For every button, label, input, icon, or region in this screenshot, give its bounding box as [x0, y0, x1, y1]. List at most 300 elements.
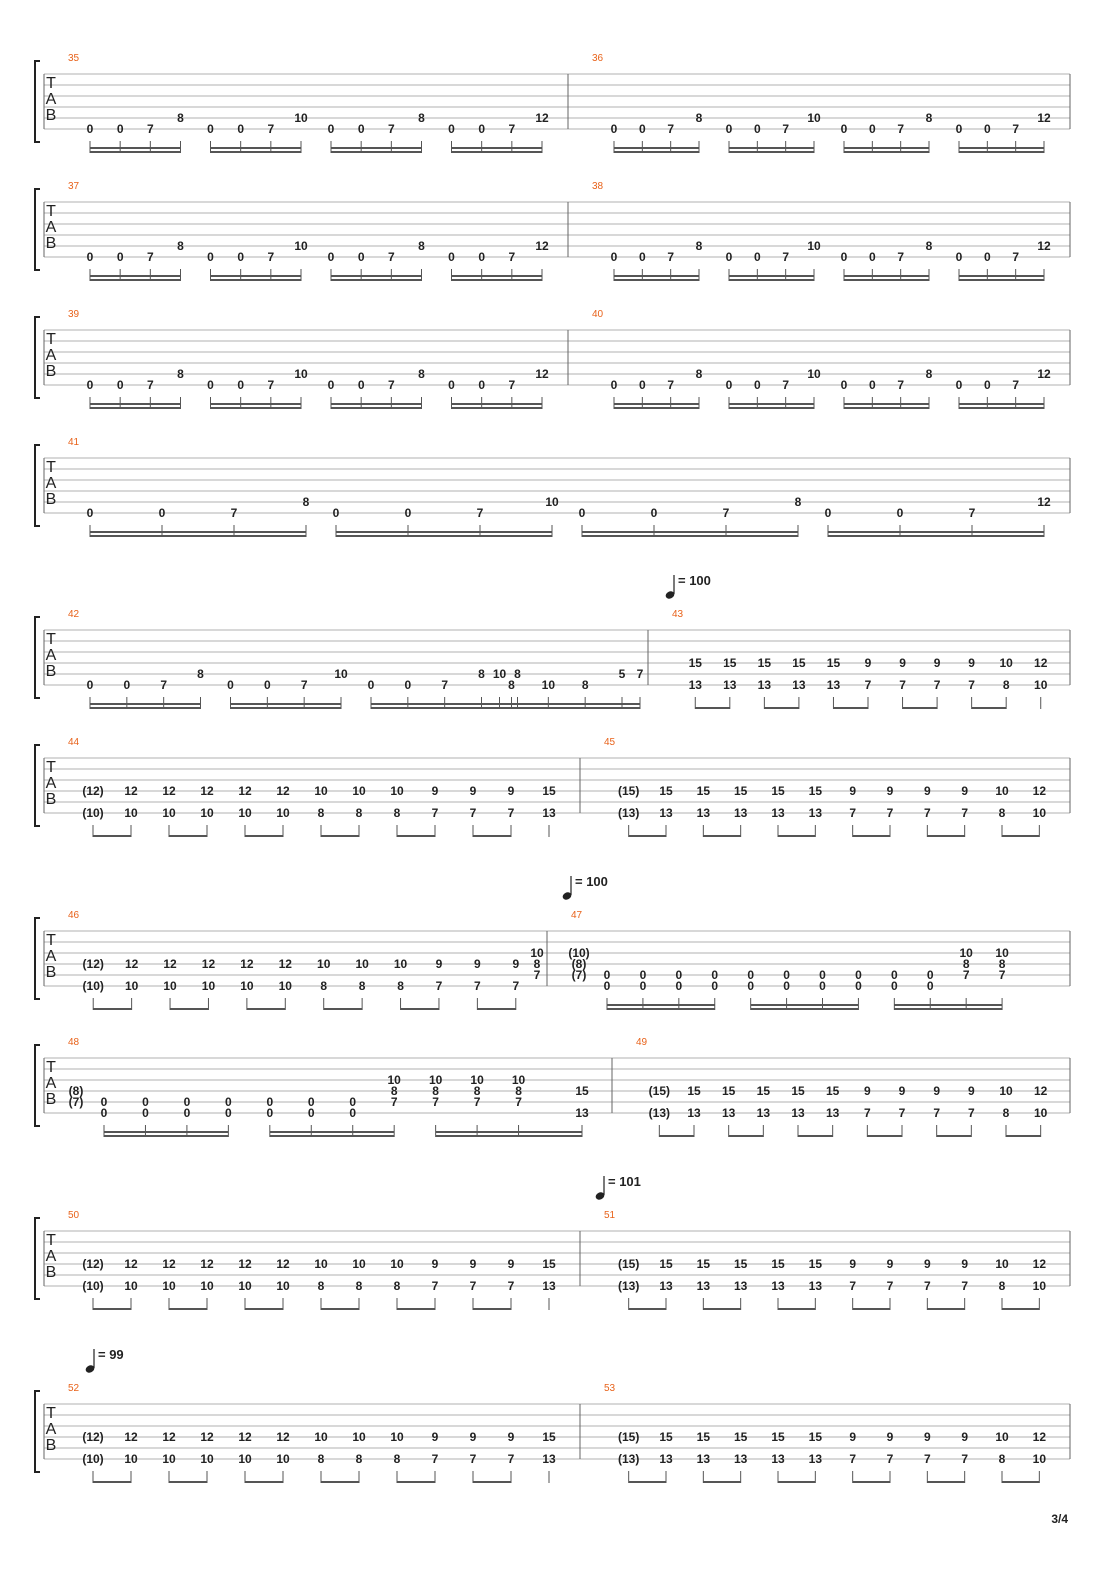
fret-number: 15	[756, 1084, 771, 1098]
fret-number: 10	[294, 111, 308, 125]
fret-number: 7	[160, 678, 168, 692]
fret-number: 0	[349, 1095, 357, 1109]
fret-number: 7	[886, 1452, 894, 1466]
beam	[853, 835, 890, 837]
beam	[1006, 1135, 1041, 1137]
fret-number: 0	[675, 968, 683, 982]
beam	[959, 275, 1044, 277]
fret-number: 8	[393, 1452, 401, 1466]
fret-number: 9	[435, 957, 443, 971]
fret-number: 7	[508, 250, 516, 264]
tab-clef-letter: T	[46, 631, 56, 648]
fret-number: 0	[183, 1095, 191, 1109]
beam	[903, 707, 938, 709]
beam	[512, 703, 641, 705]
fret-number: 9	[961, 784, 969, 798]
fret-number: 10	[162, 1279, 176, 1293]
fret-number: 0	[357, 250, 365, 264]
system-bracket	[35, 189, 40, 270]
fret-number: 10	[428, 1073, 443, 1087]
fret-number: 7	[897, 378, 905, 392]
fret-number: 12	[200, 1430, 214, 1444]
fret-number: 7	[146, 378, 154, 392]
fret-number: 13	[791, 1106, 805, 1120]
fret-number: 10	[238, 1452, 252, 1466]
fret-number: 7	[300, 678, 308, 692]
fret-number: 8	[695, 367, 703, 381]
fret-number: 0	[603, 979, 611, 993]
fret-number: 8	[925, 239, 933, 253]
fret-number: 7	[849, 1279, 857, 1293]
beam	[452, 275, 543, 277]
tab-clef-letter: T	[46, 1059, 56, 1076]
fret-number: 0	[603, 968, 611, 982]
fret-number: 0	[86, 506, 94, 520]
fret-number: 0	[86, 250, 94, 264]
fret-number: 8	[962, 957, 970, 971]
fret-number: 10	[807, 239, 821, 253]
beam	[90, 147, 181, 149]
fret-number: 15	[542, 784, 556, 798]
fret-number: (12)	[82, 1257, 104, 1271]
fret-number: 0	[207, 250, 214, 264]
fret-number: 0	[207, 378, 214, 392]
beam	[397, 1308, 435, 1310]
fret-number: 0	[639, 979, 647, 993]
fret-number: 10	[314, 1430, 328, 1444]
beam	[93, 1481, 131, 1483]
beam	[629, 835, 666, 837]
measure-number: 46	[68, 910, 80, 921]
fret-number: 0	[448, 250, 455, 264]
fret-number: 7	[1012, 122, 1020, 136]
fret-number: 10	[511, 1073, 526, 1087]
fret-number: 7	[515, 1095, 522, 1109]
fret-number: 12	[1033, 1084, 1048, 1098]
beam	[452, 151, 543, 153]
fret-number: 10	[390, 784, 404, 798]
fret-number: 8	[390, 1084, 398, 1098]
fret-number: 9	[886, 1430, 894, 1444]
tab-clef-letter: T	[46, 1405, 56, 1422]
fret-number: 10	[317, 957, 331, 971]
fret-number: (12)	[82, 784, 104, 798]
fret-number: 7	[474, 979, 481, 993]
fret-number: 0	[955, 122, 963, 136]
fret-number: 0	[478, 378, 486, 392]
fret-number: 7	[473, 1095, 481, 1109]
fret-number: 9	[923, 784, 931, 798]
beam	[659, 1135, 694, 1137]
beam	[477, 1008, 515, 1010]
fret-number: 7	[897, 250, 905, 264]
beam	[703, 835, 740, 837]
fret-number: 0	[183, 1106, 191, 1120]
fret-number: 10	[541, 678, 556, 692]
fret-number: 0	[725, 378, 733, 392]
fret-number: 0	[116, 378, 124, 392]
fret-number: 12	[535, 111, 549, 125]
fret-number: 13	[696, 1452, 711, 1466]
fret-number: 13	[808, 1279, 823, 1293]
fret-number: 10	[124, 806, 138, 820]
beam	[614, 403, 699, 405]
measure-number: 48	[68, 1037, 80, 1048]
beam	[894, 1008, 1002, 1010]
fret-number: 10	[352, 1257, 366, 1271]
fret-number: 0	[890, 968, 898, 982]
beam	[90, 279, 181, 281]
fret-number: 7	[782, 378, 790, 392]
fret-number: 10	[240, 979, 254, 993]
fret-number: 12	[200, 784, 214, 798]
fret-number: 0	[955, 378, 963, 392]
fret-number: 9	[469, 784, 477, 798]
fret-number: (7)	[571, 968, 587, 982]
fret-number: 13	[721, 1106, 736, 1120]
fret-number: 9	[886, 784, 894, 798]
fret-number: 0	[266, 1106, 274, 1120]
fret-number: 13	[659, 1452, 673, 1466]
fret-number: 0	[753, 378, 761, 392]
fret-number: 8	[794, 495, 802, 509]
beam	[614, 147, 699, 149]
fret-number: 9	[849, 1257, 857, 1271]
fret-number: 10	[200, 1279, 214, 1293]
fret-number: 10	[278, 979, 292, 993]
fret-number: 7	[432, 1095, 439, 1109]
fret-number: 10	[200, 1452, 214, 1466]
fret-number: (13)	[617, 1452, 640, 1466]
fret-number: 8	[695, 239, 703, 253]
fret-number: 12	[535, 367, 549, 381]
fret-number: 8	[473, 1084, 481, 1098]
system-bracket	[35, 445, 40, 526]
fret-number: 8	[397, 979, 404, 993]
fret-number: 15	[696, 1430, 711, 1444]
fret-number: 0	[638, 250, 646, 264]
beam	[729, 147, 814, 149]
beam	[729, 407, 814, 409]
fret-number: 9	[474, 957, 481, 971]
measure-number: 41	[68, 437, 80, 448]
fret-number: 7	[508, 378, 516, 392]
fret-number: 15	[542, 1257, 556, 1271]
beam	[90, 531, 306, 533]
fret-number: 15	[808, 784, 823, 798]
fret-number: 7	[387, 250, 395, 264]
tab-clef-letter: B	[45, 791, 57, 808]
tab-clef-letter: A	[45, 775, 57, 792]
fret-number: 8	[197, 667, 204, 681]
beam	[331, 151, 422, 153]
fret-number: 8	[925, 367, 933, 381]
beam	[90, 275, 181, 277]
fret-number: 12	[124, 1430, 138, 1444]
tab-clef-letter: T	[46, 203, 56, 220]
fret-number: 15	[696, 784, 711, 798]
fret-number: 10	[352, 1430, 366, 1444]
measure-number: 50	[68, 1210, 80, 1221]
fret-number: 10	[355, 957, 369, 971]
fret-number: 9	[849, 1430, 857, 1444]
fret-number: 0	[116, 122, 124, 136]
fret-number: 0	[123, 678, 131, 692]
fret-number: 12	[162, 784, 176, 798]
fret-number: 15	[792, 656, 806, 670]
measure-number: 45	[604, 737, 616, 748]
fret-number: 10	[995, 946, 1009, 960]
fret-number: 15	[771, 1257, 785, 1271]
fret-number: 0	[158, 506, 166, 520]
beam	[169, 1308, 207, 1310]
fret-number: 10	[124, 979, 139, 993]
fret-number: 15	[825, 1084, 840, 1098]
fret-number: 0	[824, 506, 832, 520]
fret-number: 0	[868, 250, 876, 264]
fret-number: 0	[983, 122, 991, 136]
fret-number: 12	[162, 1257, 176, 1271]
fret-number: 13	[542, 806, 556, 820]
fret-number: 15	[771, 1430, 785, 1444]
measure-number: 44	[68, 737, 80, 748]
fret-number: 0	[116, 250, 124, 264]
fret-number: 9	[886, 1257, 894, 1271]
fret-number: 8	[393, 1279, 401, 1293]
beam	[270, 1131, 394, 1133]
beam	[778, 1308, 815, 1310]
fret-number: 7	[441, 678, 449, 692]
beam	[582, 531, 798, 533]
fret-number: 0	[983, 378, 991, 392]
fret-number: 10	[314, 784, 328, 798]
fret-number: 8	[1002, 678, 1010, 692]
fret-number: 8	[1002, 1106, 1010, 1120]
fret-number: 0	[142, 1095, 149, 1109]
fret-number: 9	[923, 1430, 931, 1444]
beam	[778, 835, 815, 837]
beam	[629, 1308, 666, 1310]
fret-number: 10	[545, 495, 559, 509]
tab-clef-letter: T	[46, 459, 56, 476]
beam	[1002, 1308, 1039, 1310]
fret-number: 0	[819, 979, 826, 993]
fret-number: 9	[431, 1430, 439, 1444]
fret-number: 0	[840, 122, 848, 136]
beam	[844, 147, 929, 149]
fret-number: 7	[267, 378, 275, 392]
fret-number: 0	[855, 979, 862, 993]
beam	[607, 1008, 715, 1010]
system-bracket	[35, 745, 40, 826]
fret-number: 7	[667, 378, 675, 392]
tempo-mark: = 100	[678, 573, 711, 588]
beam	[614, 279, 699, 281]
fret-number: 12	[124, 784, 138, 798]
fret-number: 7	[146, 250, 154, 264]
fret-number: 0	[307, 1095, 315, 1109]
fret-number: 10	[470, 1073, 484, 1087]
fret-number: 9	[507, 784, 515, 798]
fret-number: 5	[618, 667, 626, 681]
fret-number: 7	[886, 1279, 894, 1293]
fret-number: 15	[575, 1084, 589, 1098]
fret-number: 7	[923, 1279, 931, 1293]
beam	[844, 151, 929, 153]
tab-clef-letter: B	[45, 663, 57, 680]
fret-number: 12	[201, 957, 216, 971]
fret-number: 0	[747, 979, 755, 993]
fret-number: 9	[898, 1084, 906, 1098]
fret-number: 7	[512, 979, 520, 993]
fret-number: 9	[431, 784, 439, 798]
fret-number: 9	[968, 656, 975, 670]
fret-number: 0	[100, 1106, 108, 1120]
fret-number: 8	[514, 667, 521, 681]
beam	[170, 1008, 208, 1010]
beam	[833, 707, 868, 709]
fret-number: 7	[469, 1452, 477, 1466]
fret-number: 9	[469, 1430, 477, 1444]
fret-number: 15	[659, 784, 673, 798]
fret-number: 0	[725, 250, 733, 264]
beam	[764, 707, 799, 709]
beam	[729, 275, 814, 277]
fret-number: 0	[955, 250, 963, 264]
fret-number: 10	[238, 806, 252, 820]
fret-number: 9	[469, 1257, 477, 1271]
beam	[270, 1135, 394, 1137]
beam	[582, 535, 798, 537]
fret-number: 8	[177, 111, 184, 125]
fret-number: 7	[864, 678, 872, 692]
tempo-mark: = 101	[608, 1174, 641, 1189]
fret-number: 0	[610, 122, 618, 136]
fret-number: 12	[200, 1257, 214, 1271]
fret-number: 13	[771, 1452, 785, 1466]
fret-number: 13	[771, 806, 785, 820]
fret-number: 7	[967, 1106, 975, 1120]
fret-number: 7	[961, 806, 969, 820]
fret-number: 8	[695, 111, 703, 125]
fret-number: 12	[1034, 656, 1048, 670]
tab-clef-letter: A	[45, 1248, 57, 1265]
fret-number: 10	[276, 806, 290, 820]
fret-number: 12	[1037, 367, 1051, 381]
fret-number: 12	[238, 1257, 252, 1271]
fret-number: 8	[358, 979, 366, 993]
fret-number: 0	[307, 1106, 315, 1120]
fret-number: 7	[230, 506, 238, 520]
beam	[331, 403, 422, 405]
fret-number: 0	[711, 979, 719, 993]
beam	[614, 151, 699, 153]
fret-number: (12)	[82, 1430, 104, 1444]
fret-number: 7	[636, 667, 644, 681]
fret-number: (7)	[68, 1095, 84, 1109]
fret-number: 0	[783, 979, 790, 993]
fret-number: 7	[722, 506, 730, 520]
fret-number: 9	[933, 1084, 941, 1098]
fret-number: 13	[575, 1106, 589, 1120]
measure-number: 49	[636, 1037, 648, 1048]
fret-number: 7	[667, 250, 675, 264]
fret-number: 0	[650, 506, 658, 520]
fret-number: 7	[1012, 378, 1020, 392]
measure-number: 39	[68, 309, 80, 320]
beam	[169, 1481, 207, 1483]
tab-clef-letter: A	[45, 91, 57, 108]
beam	[927, 835, 964, 837]
fret-number: 0	[349, 1106, 357, 1120]
fret-number: 7	[923, 1452, 931, 1466]
beam	[778, 1481, 815, 1483]
beam	[245, 835, 283, 837]
fret-number: 8	[177, 367, 184, 381]
fret-number: 0	[926, 968, 934, 982]
measure-number: 51	[604, 1210, 616, 1221]
tab-clef-letter: A	[45, 647, 57, 664]
fret-number: 15	[688, 656, 702, 670]
fret-number: 9	[512, 957, 520, 971]
beam	[104, 1131, 228, 1133]
beam	[473, 1308, 511, 1310]
fret-number: 0	[225, 1095, 232, 1109]
beam	[607, 1004, 715, 1006]
fret-number: (10)	[82, 1279, 104, 1293]
fret-number: 7	[933, 1106, 941, 1120]
fret-number: 0	[207, 122, 214, 136]
fret-number: 0	[478, 250, 486, 264]
fret-number: 7	[863, 1106, 871, 1120]
fret-number: 13	[688, 678, 702, 692]
tab-clef-letter: T	[46, 331, 56, 348]
fret-number: 12	[238, 1430, 252, 1444]
fret-number: 15	[826, 656, 841, 670]
fret-number: 0	[639, 968, 647, 982]
fret-number: 13	[733, 1452, 748, 1466]
fret-number: 0	[100, 1095, 108, 1109]
fret-number: 7	[933, 678, 941, 692]
fret-number: 7	[387, 122, 395, 136]
fret-number: 7	[469, 1279, 477, 1293]
beam	[452, 407, 543, 409]
system-bracket	[35, 617, 40, 698]
fret-number: 10	[807, 111, 821, 125]
fret-number: 0	[86, 122, 94, 136]
beam	[331, 279, 422, 281]
fret-number: 10	[530, 946, 544, 960]
fret-number: 10	[393, 957, 408, 971]
fret-number: 7	[387, 378, 395, 392]
fret-number: 12	[1037, 495, 1051, 509]
system-bracket	[35, 61, 40, 142]
system-bracket	[35, 1218, 40, 1299]
fret-number: 10	[163, 979, 177, 993]
beam	[844, 407, 929, 409]
measure-number: 53	[604, 1383, 616, 1394]
beam	[93, 1308, 131, 1310]
beam	[703, 1308, 740, 1310]
beam	[231, 703, 342, 705]
fret-number: 7	[923, 806, 931, 820]
measure-number: 36	[592, 53, 604, 64]
beam	[331, 147, 422, 149]
fret-number: 0	[237, 250, 245, 264]
fret-number: 10	[352, 784, 366, 798]
fret-number: 9	[923, 1257, 931, 1271]
beam	[436, 1135, 582, 1137]
